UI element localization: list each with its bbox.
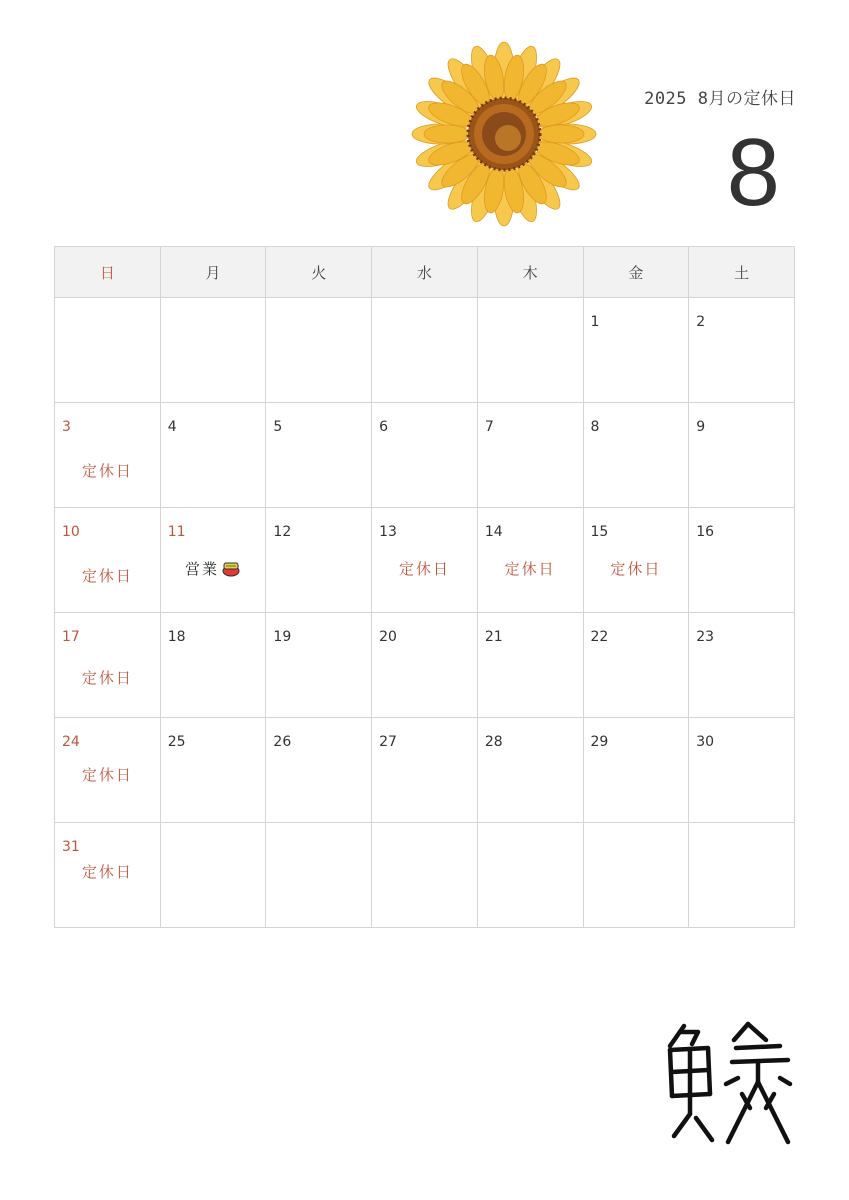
closed-day-label bbox=[55, 861, 160, 882]
closed-day-label bbox=[55, 667, 160, 688]
week-row bbox=[55, 823, 795, 928]
date-number: 7 bbox=[484, 419, 494, 435]
note-text: 営業 bbox=[185, 560, 220, 578]
date-number: 11 bbox=[167, 524, 186, 540]
date-number: 1 bbox=[590, 314, 600, 330]
day-cell-thursday bbox=[477, 718, 583, 823]
weekday-friday: 金 bbox=[583, 247, 689, 298]
date-number: 21 bbox=[484, 629, 503, 645]
day-cell-wednesday bbox=[372, 613, 478, 718]
day-cell-thursday bbox=[477, 613, 583, 718]
weekday-monday: 月 bbox=[160, 247, 266, 298]
date-number: 8 bbox=[590, 419, 600, 435]
week-row bbox=[55, 403, 795, 508]
day-cell-thursday bbox=[477, 298, 583, 403]
weekday-saturday: 土 bbox=[689, 247, 795, 298]
day-cell-sunday bbox=[55, 823, 161, 928]
day-cell-tuesday bbox=[266, 403, 372, 508]
day-cell-saturday bbox=[689, 823, 795, 928]
note-text: 定休日 bbox=[504, 560, 556, 578]
week-row bbox=[55, 613, 795, 718]
day-cell-wednesday bbox=[372, 403, 478, 508]
day-cell-monday bbox=[160, 613, 266, 718]
day-cell-tuesday bbox=[266, 298, 372, 403]
day-cell-saturday bbox=[689, 403, 795, 508]
closed-day-label bbox=[584, 558, 689, 579]
date-number: 24 bbox=[62, 734, 80, 750]
day-cell-thursday bbox=[477, 823, 583, 928]
date-number: 31 bbox=[62, 839, 80, 855]
note-text: 定休日 bbox=[81, 766, 133, 784]
date-number: 5 bbox=[273, 419, 283, 435]
month-number: 8 bbox=[726, 119, 780, 226]
date-number: 25 bbox=[167, 734, 186, 750]
day-cell-saturday bbox=[689, 298, 795, 403]
date-number: 23 bbox=[696, 629, 715, 645]
calligraphy-seal-logo bbox=[662, 1018, 796, 1148]
date-number: 10 bbox=[62, 524, 80, 540]
date-number: 18 bbox=[167, 629, 186, 645]
date-number: 3 bbox=[62, 419, 71, 435]
day-cell-thursday bbox=[477, 508, 583, 613]
day-cell-sunday bbox=[55, 613, 161, 718]
week-row bbox=[55, 298, 795, 403]
note-text: 定休日 bbox=[81, 669, 133, 687]
day-cell-sunday bbox=[55, 298, 161, 403]
bento-icon bbox=[221, 559, 241, 577]
day-cell-monday bbox=[160, 718, 266, 823]
day-cell-sunday bbox=[55, 718, 161, 823]
closed-day-label bbox=[55, 764, 160, 785]
day-cell-wednesday bbox=[372, 508, 478, 613]
date-number: 19 bbox=[273, 629, 292, 645]
date-number: 29 bbox=[590, 734, 609, 750]
weekday-thursday: 木 bbox=[477, 247, 583, 298]
day-cell-friday bbox=[583, 718, 689, 823]
date-number: 12 bbox=[273, 524, 292, 540]
date-number: 17 bbox=[62, 629, 80, 645]
week-row bbox=[55, 508, 795, 613]
day-cell-friday bbox=[583, 613, 689, 718]
note-text: 定休日 bbox=[81, 567, 133, 585]
date-number: 27 bbox=[379, 734, 397, 750]
date-number: 28 bbox=[484, 734, 503, 750]
sunflower-icon bbox=[404, 38, 604, 234]
date-number: 30 bbox=[696, 734, 715, 750]
weekday-sunday: 日 bbox=[55, 247, 161, 298]
day-cell-monday bbox=[160, 298, 266, 403]
date-number: 4 bbox=[167, 419, 177, 435]
day-cell-sunday bbox=[55, 403, 161, 508]
week-row bbox=[55, 718, 795, 823]
day-cell-friday bbox=[583, 823, 689, 928]
day-cell-tuesday bbox=[266, 613, 372, 718]
date-number: 22 bbox=[590, 629, 609, 645]
day-cell-monday bbox=[160, 823, 266, 928]
day-cell-tuesday bbox=[266, 823, 372, 928]
date-number: 16 bbox=[696, 524, 715, 540]
day-cell-monday bbox=[160, 508, 266, 613]
open-day-label bbox=[161, 558, 266, 579]
date-number: 15 bbox=[590, 524, 609, 540]
weekday-tuesday: 火 bbox=[266, 247, 372, 298]
calendar-grid bbox=[54, 246, 795, 928]
date-number: 9 bbox=[696, 419, 706, 435]
day-cell-monday bbox=[160, 403, 266, 508]
day-cell-wednesday bbox=[372, 718, 478, 823]
day-cell-wednesday bbox=[372, 298, 478, 403]
page-title: 2025 8月の定休日 bbox=[644, 89, 796, 109]
weekday-wednesday: 水 bbox=[372, 247, 478, 298]
weekday-header-row bbox=[55, 247, 795, 298]
day-cell-thursday bbox=[477, 403, 583, 508]
closed-day-label bbox=[55, 565, 160, 586]
note-text: 定休日 bbox=[81, 462, 133, 480]
date-number: 20 bbox=[379, 629, 397, 645]
day-cell-friday bbox=[583, 298, 689, 403]
day-cell-saturday bbox=[689, 613, 795, 718]
day-cell-sunday bbox=[55, 508, 161, 613]
day-cell-tuesday bbox=[266, 508, 372, 613]
date-number: 2 bbox=[696, 314, 706, 330]
date-number: 14 bbox=[484, 524, 503, 540]
note-text: 定休日 bbox=[81, 863, 133, 881]
day-cell-friday bbox=[583, 508, 689, 613]
day-cell-saturday bbox=[689, 508, 795, 613]
date-number: 6 bbox=[379, 419, 389, 435]
note-text: 定休日 bbox=[398, 560, 450, 578]
closed-day-label bbox=[372, 558, 477, 579]
day-cell-saturday bbox=[689, 718, 795, 823]
closed-day-label bbox=[55, 460, 160, 481]
date-number: 26 bbox=[273, 734, 292, 750]
note-text: 定休日 bbox=[610, 560, 662, 578]
day-cell-wednesday bbox=[372, 823, 478, 928]
day-cell-tuesday bbox=[266, 718, 372, 823]
day-cell-friday bbox=[583, 403, 689, 508]
closed-day-label bbox=[478, 558, 583, 579]
date-number: 13 bbox=[379, 524, 397, 540]
